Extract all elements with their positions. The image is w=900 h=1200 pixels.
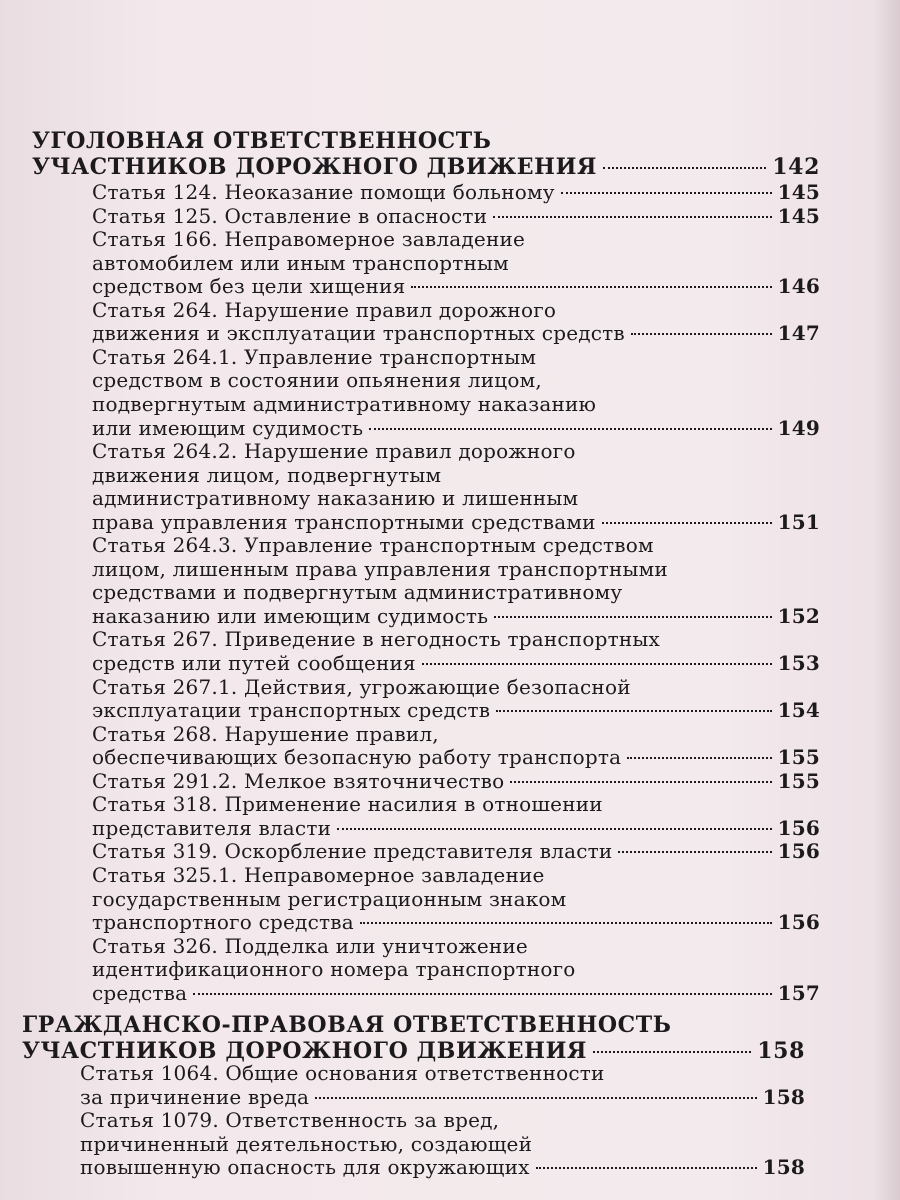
toc-entry-text: Статья 325.1. Неправомерное завладение bbox=[92, 862, 545, 887]
page-number: 145 bbox=[777, 203, 820, 228]
toc-entry[interactable] bbox=[92, 509, 820, 535]
page-number: 156 bbox=[777, 910, 820, 935]
page-number: 156 bbox=[777, 839, 820, 864]
toc-entry-text: представителя власти bbox=[92, 815, 332, 840]
toc-entry-text: за причинение вреда bbox=[80, 1084, 310, 1109]
toc-entry[interactable] bbox=[92, 650, 820, 676]
section-heading-text: УЧАСТНИКОВ ДОРОЖНОГО ДВИЖЕНИЯ bbox=[32, 154, 597, 180]
toc-entry-text: транспортного средства bbox=[92, 910, 354, 935]
toc-entry-text: идентификационного номера транспортного bbox=[92, 957, 576, 982]
dot-leader bbox=[631, 333, 772, 335]
toc-entry-text: причиненный деятельностью, создающей bbox=[80, 1131, 533, 1156]
dot-leader bbox=[494, 616, 771, 618]
toc-entry-text: Статья 318. Применение насилия в отношении bbox=[92, 792, 603, 817]
toc-entry-text: средством без цели хищения bbox=[92, 274, 406, 299]
dot-leader bbox=[337, 828, 772, 830]
page-number: 146 bbox=[777, 274, 820, 299]
page-number: 157 bbox=[777, 980, 820, 1005]
page-number: 156 bbox=[777, 815, 820, 840]
page-number: 158 bbox=[762, 1084, 805, 1109]
page-number: 142 bbox=[772, 154, 820, 180]
toc-entry-text: административному наказанию и лишенным bbox=[92, 486, 579, 511]
toc-entry-text: Статья 264.1. Управление транспортным bbox=[92, 344, 537, 369]
toc-entry[interactable] bbox=[92, 815, 820, 841]
dot-leader bbox=[536, 1167, 757, 1169]
toc-entry-text: Статья 166. Неправомерное завладение bbox=[92, 227, 526, 252]
page-number: 155 bbox=[777, 768, 820, 793]
toc-entry-text: наказанию или имеющим судимость bbox=[92, 603, 489, 628]
toc-entry[interactable] bbox=[92, 273, 820, 299]
dot-leader bbox=[369, 428, 771, 430]
toc-entry-text: Статья 326. Подделка или уничтожение bbox=[92, 933, 528, 958]
dot-leader bbox=[360, 922, 772, 924]
page-number: 152 bbox=[777, 603, 820, 628]
dot-leader bbox=[603, 167, 766, 169]
toc-entry-text: Статья 319. Оскорбление представителя власти bbox=[92, 839, 613, 864]
dot-leader bbox=[493, 216, 771, 218]
toc-entry[interactable] bbox=[92, 179, 820, 205]
toc-entry[interactable] bbox=[92, 909, 820, 935]
dot-leader bbox=[496, 710, 771, 712]
toc-entry-text: повышенную опасность для окружающих bbox=[80, 1155, 530, 1180]
page-number: 145 bbox=[777, 180, 820, 204]
toc-entry[interactable] bbox=[92, 980, 820, 1006]
toc-entry-text: Статья 267. Приведение в негодность транспортных bbox=[92, 627, 660, 652]
toc-entry-text: права управления транспортными средствами bbox=[92, 509, 596, 534]
toc-entry[interactable] bbox=[92, 744, 820, 770]
section-heading-entry[interactable] bbox=[32, 154, 820, 180]
toc-entry-text: подвергнутым административному наказанию bbox=[92, 391, 597, 416]
dot-leader bbox=[602, 522, 772, 524]
dot-leader bbox=[561, 192, 772, 194]
toc-entry-text: автомобилем или иным транспортным bbox=[92, 250, 509, 275]
toc-entry-text: Статья 291.2. Мелкое взяточничество bbox=[92, 768, 505, 793]
section-heading: ГРАЖДАНСКО-ПРАВОВАЯ ОТВЕТСТВЕННОСТЬ bbox=[22, 1012, 672, 1038]
toc-entry-text: Статья 124. Неоказание помощи больному bbox=[92, 180, 555, 204]
toc-entry[interactable] bbox=[80, 1154, 805, 1180]
toc-entry[interactable] bbox=[80, 1084, 805, 1110]
toc-entry-text: Статья 268. Нарушение правил, bbox=[92, 721, 439, 746]
toc-entry-text: средствами и подвергнутым административному bbox=[92, 580, 623, 605]
toc-entry-text: средств или путей сообщения bbox=[92, 651, 416, 675]
toc-entry-text: государственным регистрационным знаком bbox=[92, 886, 567, 911]
toc-entry-text: Статья 264.3. Управление транспортным средством bbox=[92, 533, 654, 558]
page-number: 158 bbox=[757, 1038, 805, 1064]
toc-entry-text: средства bbox=[92, 980, 188, 1005]
toc-entry[interactable] bbox=[92, 320, 820, 346]
toc-entry-text: Статья 1064. Общие основания ответственности bbox=[80, 1061, 605, 1085]
toc-entry-text: обеспечивающих безопасную работу транспорта bbox=[92, 745, 622, 770]
toc-entry[interactable] bbox=[92, 697, 820, 723]
page-edge-shadow bbox=[874, 0, 900, 1200]
page-number: 149 bbox=[777, 415, 820, 440]
toc-entry-text: Статья 264.2. Нарушение правил дорожного bbox=[92, 439, 576, 464]
page-number: 153 bbox=[777, 651, 820, 675]
toc-entry[interactable] bbox=[92, 838, 820, 864]
page-number: 154 bbox=[777, 698, 820, 723]
toc-entry-text: Статья 125. Оставление в опасности bbox=[92, 203, 488, 228]
dot-leader bbox=[411, 286, 771, 288]
toc-entry-text: Статья 1079. Ответственность за вред, bbox=[80, 1108, 500, 1133]
section-heading: УГОЛОВНАЯ ОТВЕТСТВЕННОСТЬ bbox=[32, 128, 492, 154]
page-number: 147 bbox=[777, 321, 820, 346]
page-number: 151 bbox=[777, 509, 820, 534]
dot-leader bbox=[422, 663, 772, 665]
toc-entry-text: движения и эксплуатации транспортных средств bbox=[92, 321, 625, 346]
toc-entry-text: средством в состоянии опьянения лицом, bbox=[92, 368, 542, 393]
toc-entry[interactable] bbox=[92, 203, 820, 229]
toc-entry-text: эксплуатации транспортных средств bbox=[92, 698, 491, 723]
toc-entry[interactable] bbox=[92, 768, 820, 794]
toc-entry-text: Статья 267.1. Действия, угрожающие безопасной bbox=[92, 674, 631, 699]
dot-leader bbox=[618, 851, 771, 853]
section-heading-text: УЧАСТНИКОВ ДОРОЖНОГО ДВИЖЕНИЯ bbox=[22, 1038, 587, 1064]
dot-leader bbox=[627, 757, 771, 759]
toc-entry[interactable] bbox=[92, 415, 820, 441]
toc-entry-text: движения лицом, подвергнутым bbox=[92, 462, 442, 487]
dot-leader bbox=[193, 993, 771, 995]
dot-leader bbox=[510, 781, 771, 783]
page-number: 158 bbox=[762, 1155, 805, 1180]
dot-leader bbox=[593, 1051, 751, 1053]
toc-entry-text: Статья 264. Нарушение правил дорожного bbox=[92, 297, 557, 322]
toc-entry[interactable] bbox=[92, 603, 820, 629]
page-number: 155 bbox=[777, 745, 820, 770]
dot-leader bbox=[315, 1097, 756, 1099]
toc-entry-text: лицом, лишенным права управления транспортными bbox=[92, 556, 668, 581]
toc-entry-text: или имеющим судимость bbox=[92, 415, 364, 440]
